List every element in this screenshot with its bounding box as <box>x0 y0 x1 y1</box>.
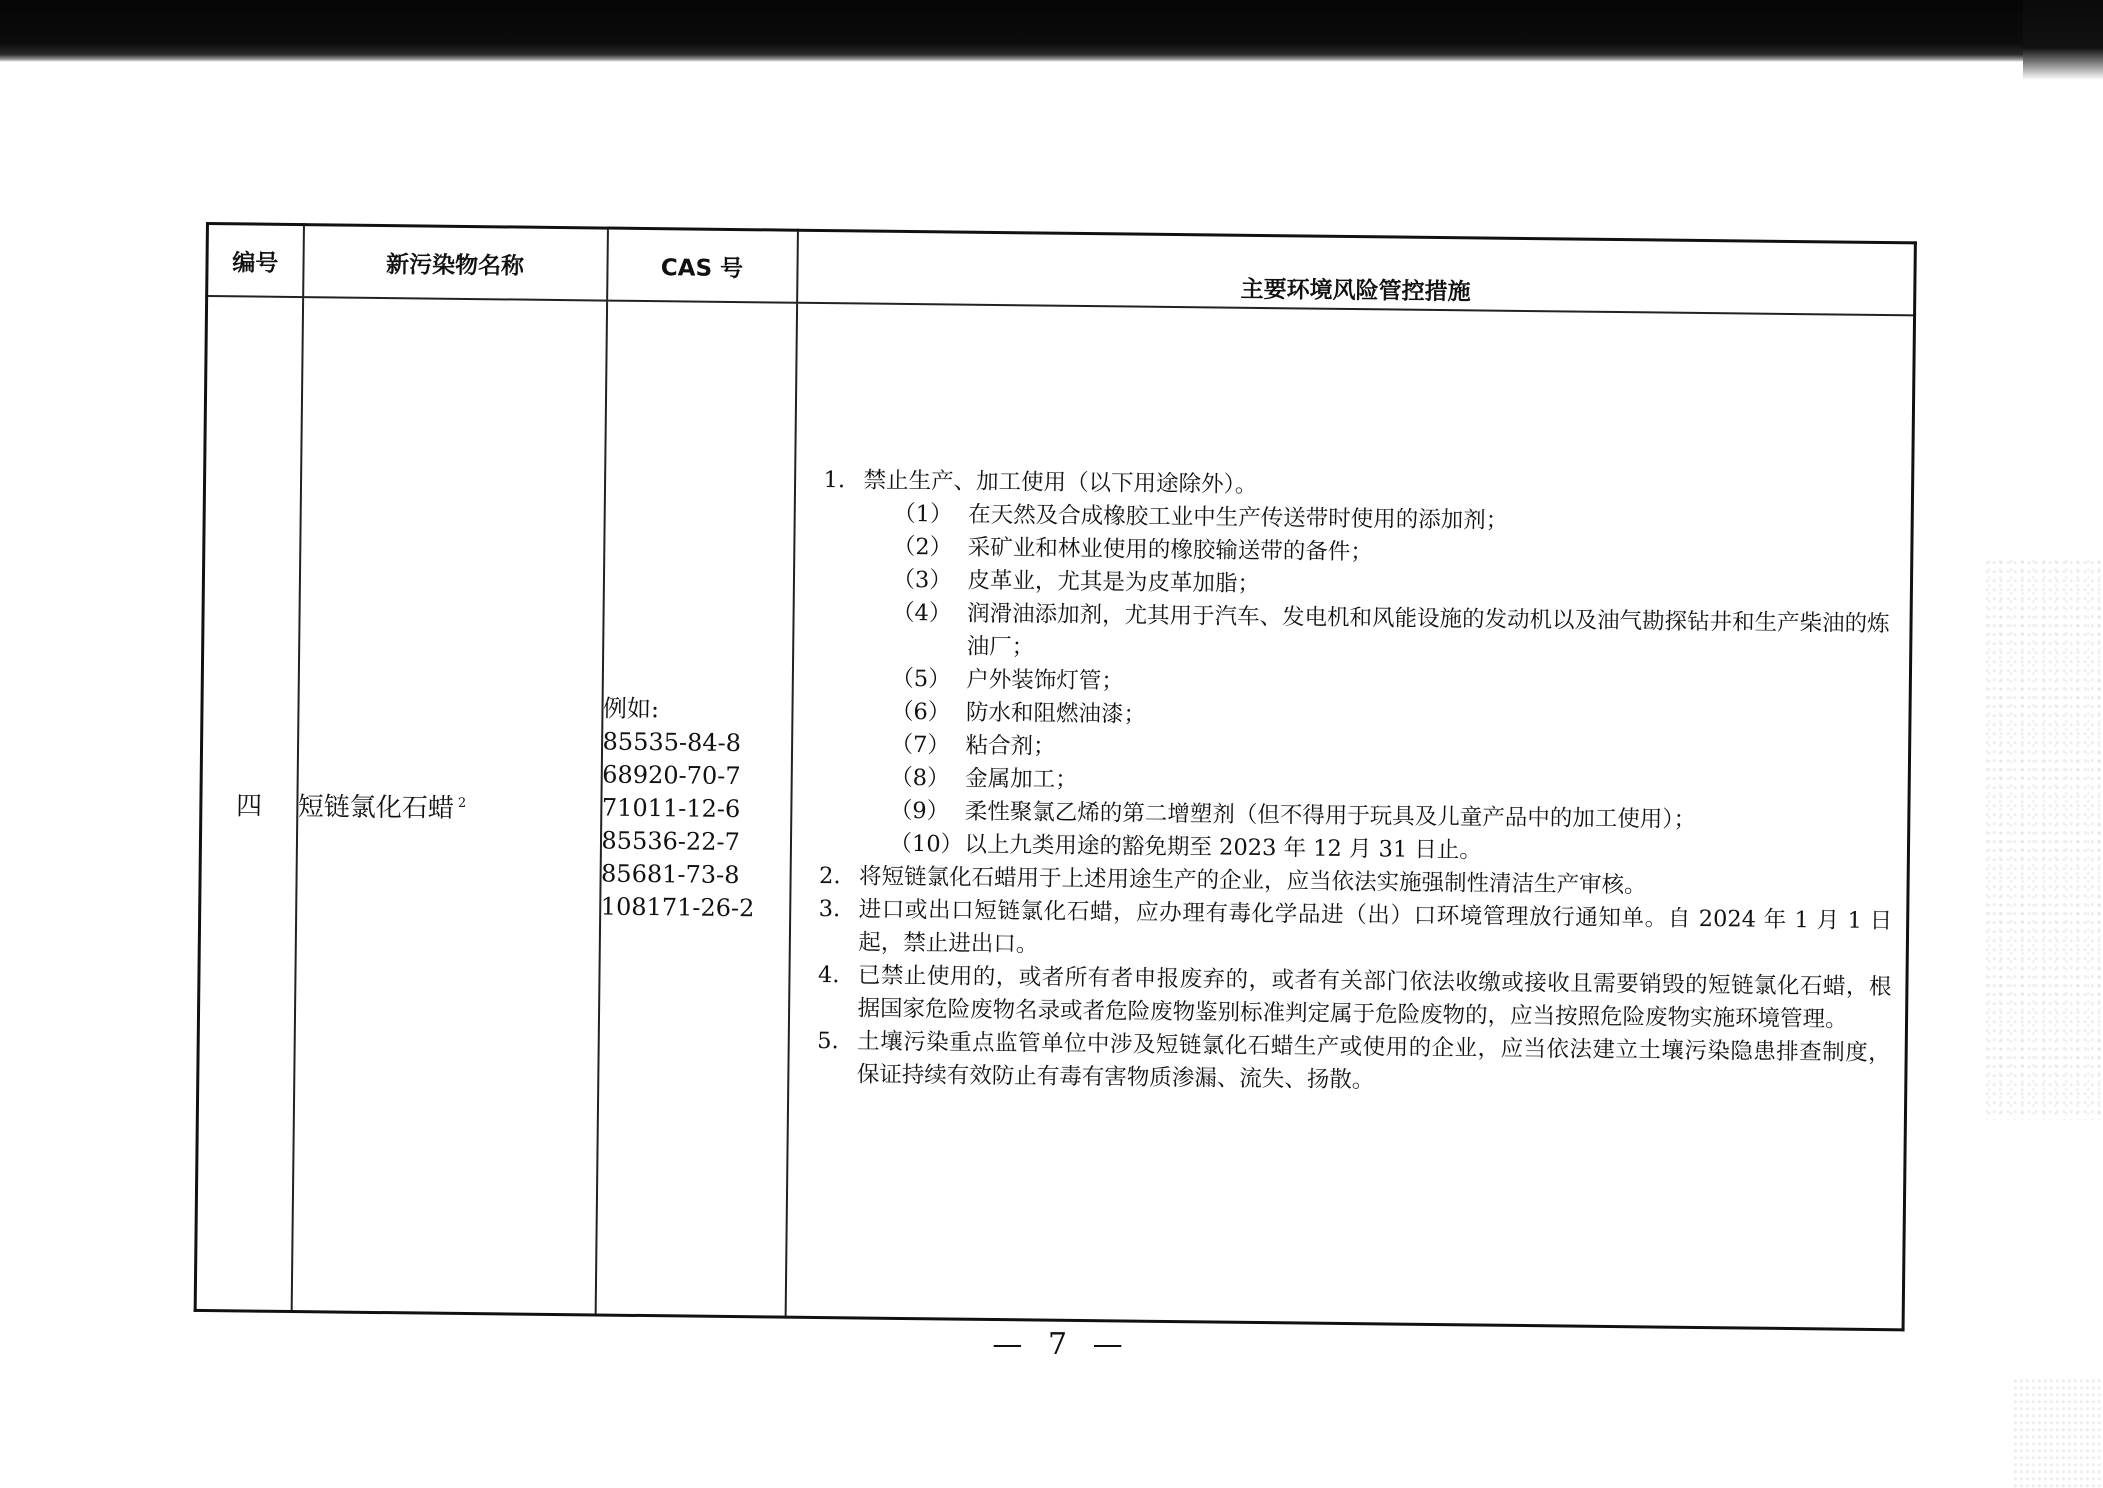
exemption-number: （3） <box>892 566 952 594</box>
measure-text: 进口或出口短链氯化石蜡，应办理有毒化学品进（出）口环境管理放行通知单。自 2024 年 1 月 1 日起，禁止进出口。 <box>858 896 1893 958</box>
exemption-number: （7） <box>890 731 951 759</box>
scan-noise <box>1983 560 2103 1120</box>
exemption-text: 在天然及合成橡胶工业中生产传送带时使用的添加剂； <box>968 501 1509 534</box>
exemption-text: 润滑油添加剂，尤其用于汽车、发电机和风能设施的发动机以及油气勘探钻井和生产柴油的炼油厂； <box>966 600 1890 661</box>
measure-item <box>818 893 1892 971</box>
pollutant-name-cell <box>291 297 606 1315</box>
row-number: 四 <box>195 296 303 1312</box>
pollutant-table-container <box>194 222 1914 1331</box>
scan-border-corner <box>2023 0 2103 80</box>
exemption-text: 户外装饰灯管； <box>966 666 1125 695</box>
page-number: — 7 — <box>992 1327 1131 1362</box>
measure-number: 1. <box>823 467 846 494</box>
exemption-item <box>892 597 1896 674</box>
exemption-number: （10） <box>889 830 964 858</box>
exemption-number: （2） <box>892 533 953 561</box>
header-number: 编号 <box>207 224 304 298</box>
measure-text: 禁止生产、加工使用（以下用途除外）。 <box>863 467 1258 498</box>
exemption-text: 防水和阻燃油漆； <box>965 699 1147 728</box>
measure-number: 2. <box>818 862 841 890</box>
exemption-number: （4） <box>891 599 952 627</box>
header-measures <box>797 230 1916 315</box>
exemption-number: （1） <box>893 500 953 528</box>
table-row <box>195 296 1914 1330</box>
cas-number: 71011-12-6 <box>601 793 741 823</box>
exemption-text: 金属加工； <box>965 765 1078 793</box>
scan-border-top <box>0 0 2103 62</box>
pollutant-name: 短链氯化石蜡 <box>297 791 455 824</box>
measure-number: 5. <box>817 1027 839 1055</box>
measure-number: 4. <box>817 961 840 989</box>
header-cas: CAS 号 <box>607 228 798 303</box>
measures-list <box>817 464 1898 1103</box>
header-measures-label: 主要环境风险管控措施 <box>1240 276 1471 305</box>
measures-cell <box>785 303 1914 1330</box>
exemption-number: （8） <box>890 764 950 792</box>
exemption-text: 粘合剂； <box>965 732 1056 760</box>
cas-label: 例如: <box>602 694 660 723</box>
measure-text: 将短链氯化石蜡用于上述用途生产的企业，应当依法实施强制性清洁生产审核。 <box>858 863 1647 899</box>
exemption-number: （6） <box>890 698 951 726</box>
footnote-marker: 2 <box>457 795 467 811</box>
cas-number: 68920-70-7 <box>602 760 741 790</box>
exemption-text: 采矿业和林业使用的橡胶输送带的备件； <box>967 534 1373 566</box>
cas-number: 85535-84-8 <box>602 727 742 757</box>
cas-number: 85681-73-8 <box>600 859 740 889</box>
exemption-text: 皮革业，尤其是为皮革加脂； <box>967 567 1261 597</box>
measure-text: 已禁止使用的，或者所有者申报废弃的，或者有关部门依法收缴或接收且需要销毁的短链氯化石蜡，根据国家危险废物名录或者危险废物鉴别标准判定属于危险废物的，应当按照危险废物实施环境管理。 <box>857 962 1892 1033</box>
measure-item <box>817 1025 1891 1103</box>
measure-text: 土壤污染重点监管单位中涉及短链氯化石蜡生产或使用的企业，应当依法建立土壤污染隐患排查制度，保证持续有效防止有毒有害物质渗漏、流失、扬散。 <box>856 1028 1891 1094</box>
exemption-number: （5） <box>891 665 951 693</box>
exemption-text: 以上九类用途的豁免期至 2023 年 12 月 31 日止。 <box>964 831 1483 864</box>
measure-number: 3. <box>818 895 841 923</box>
scan-noise-corner <box>2013 1378 2103 1488</box>
exemption-text: 柔性聚氯乙烯的第二增塑剂（但不得用于玩具及儿童产品中的加工使用）； <box>964 798 1697 833</box>
exemption-number: （9） <box>889 797 950 825</box>
pollutant-table <box>194 222 1917 1331</box>
header-pollutant-name: 新污染物名称 <box>303 225 608 301</box>
cas-number: 108171-26-2 <box>600 892 755 922</box>
cas-number: 85536-22-7 <box>601 826 741 856</box>
measure-item <box>817 959 1891 1037</box>
cas-cell <box>595 301 796 1318</box>
